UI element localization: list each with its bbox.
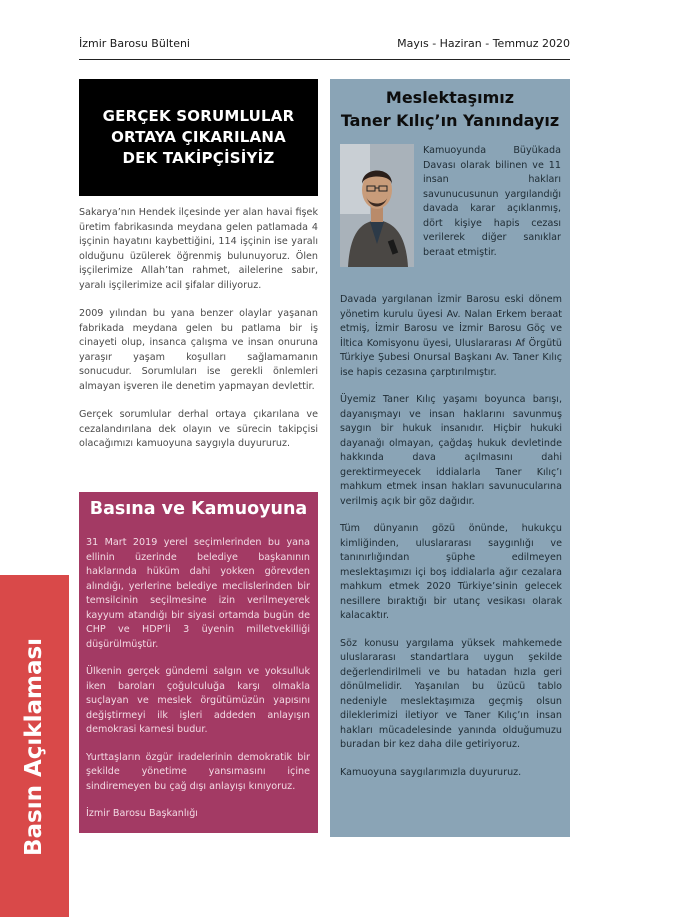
paragraph: Üyemiz Taner Kılıç yaşamı boyunca barışı, dayanışmayı ve insan haklarını savunmuş saygın bir hukuk insanıdır. Hiçbir hukuki dayanağı olmayan, çağdaş hukuk devletinde hakkında dava açılmasını dahi gerektirmeyecek iddialarla Taner Kılıç’ı mahkum etmek insan hakları savunucularına verilmiş açık bir göz dağıdır. (340, 394, 562, 507)
section-label: Basın Açıklaması (21, 637, 47, 857)
press-statement-box (79, 492, 318, 833)
press-statement-body (86, 536, 310, 835)
paragraph: Söz konusu yargılama yüksek mahkemede uluslararası standartlara uygun şekilde değerlendirilmeli ve bu hatadan hızla geri dönülmelidir. Yaşanılan bu üzücü tablo nedeniyle meslektaşımıza geçmiş olsun dileklerimizi iletiyor ve Taner Kılıç’ın insan hakları mücadelesinde yanında olduğumuzu buradan bir kez daha dile getiriyoruz. (340, 637, 562, 750)
paragraph: Yurttaşların özgür iradelerinin demokratik bir şekilde yönetime yansımasını içine sindiremeyen bu çağ dışı anlayışı kınıyoruz. (86, 751, 310, 792)
press-statement-title: Basına ve Kamuoyuna (89, 499, 308, 519)
paragraph: Kamuoyuna saygılarımızla duyururuz. (340, 766, 522, 778)
portrait-illustration (340, 144, 414, 267)
headline-box (79, 79, 318, 196)
colleague-intro (423, 144, 561, 273)
left-article-body (79, 206, 318, 466)
paragraph: Gerçek sorumlular derhal ortaya çıkarılana ve cezalandırılana dek olayın ve sürecin takipçisi olacağımızı kamuoyuna saygıyla duyururuz. (79, 409, 318, 449)
header-divider (79, 59, 570, 60)
publication-title: İzmir Barosu Bülteni (79, 37, 190, 50)
article-headline: GERÇEK SORUMLULAR ORTAYA ÇIKARILANA DEK TAKİPÇİSİYİZ (102, 107, 295, 167)
issue-date: Mayıs - Haziran - Temmuz 2020 (397, 37, 570, 50)
paragraph: Tüm dünyanın gözü önünde, hukukçu kimliğinden, uluslararası saygınlığı ve tanınırlığından şüphe edilmeyen meslektaşımızı içi boş iddialarla ağır cezalara mahkum etmek 2020 Türkiye’sinin gelecek nesillere bıraktığı bir utanç vesikası olarak kalacaktır. (340, 523, 562, 621)
paragraph: Ülkenin gerçek gündemi salgın ve yoksulluk iken baroları çoğulculuğa karşı olmakla suçlayan ve meslek örgütümüzün yapısını değiştirmeyi ilk işleri addeden anlayışın demokrasi karnesi budur. (86, 666, 310, 735)
paragraph: Sakarya’nın Hendek ilçesinde yer alan havai fişek üretim fabrikasında meydana gelen patlamada 4 işçinin hayatını kaybettiğini, 114 işçinin ise yaralı olduğunu üzülerek öğrenmiş bulunuyoruz. Ölen işçilerimize Allah’tan rahmet, ailelerine sabır, yaralı işçilerimize acil şifalar diliyoruz. (79, 207, 318, 291)
colleague-support-box (330, 79, 570, 837)
paragraph: Kamuoyunda Büyükada Davası olarak bilinen ve 11 insan hakları savunucusunun yargılandığı davada karar açıklanmış, dört kişiye hapis cezası verilerek diğer sanıklar beraat etmiştir. (423, 145, 561, 258)
paragraph: Davada yargılanan İzmir Barosu eski dönem yönetim kurulu üyesi Av. Nalan Erkem beraat etmiş, İzmir Barosu ve İzmir Barosu Göç ve İltica Komisyonu üyesi, Uluslararası Af Örgütü Türkiye Şubesi Onursal Başkanı Av. Taner Kılıç ise hapis cezasına çarptırılmıştır. (340, 294, 562, 378)
paragraph: 2009 yılından bu yana benzer olaylar yaşanan fabrikada meydana gelen bu patlama bir iş cinayeti olup, insanca çalışma ve insan onuruna yaraşır yaşam koşulları sağlamamanın sonucudur. Sorumluları ise gerekli önlemleri almayan işveren ile denetim yapmayan devlettir. (79, 308, 318, 392)
section-tab (0, 575, 69, 917)
colleague-box-body (340, 293, 562, 793)
paragraph: 31 Mart 2019 yerel seçimlerinden bu yana ellinin üzerinde belediye başkanının haklarında hüküm dahi yokken görevden alındığı, yerlerine belediye meclislerinden bir temsilcinin seçilmesine izin verilmeyerek kayyum atandığı bir siyasi ortamda bugün de CHP ve HDP’li 3 üyenin milletvekilliği düşürülmüştür. (86, 537, 310, 650)
colleague-box-title: Meslektaşımız Taner Kılıç’ın Yanındayız (340, 88, 560, 130)
signature: İzmir Barosu Başkanlığı (86, 808, 198, 819)
portrait-photo (340, 144, 414, 267)
